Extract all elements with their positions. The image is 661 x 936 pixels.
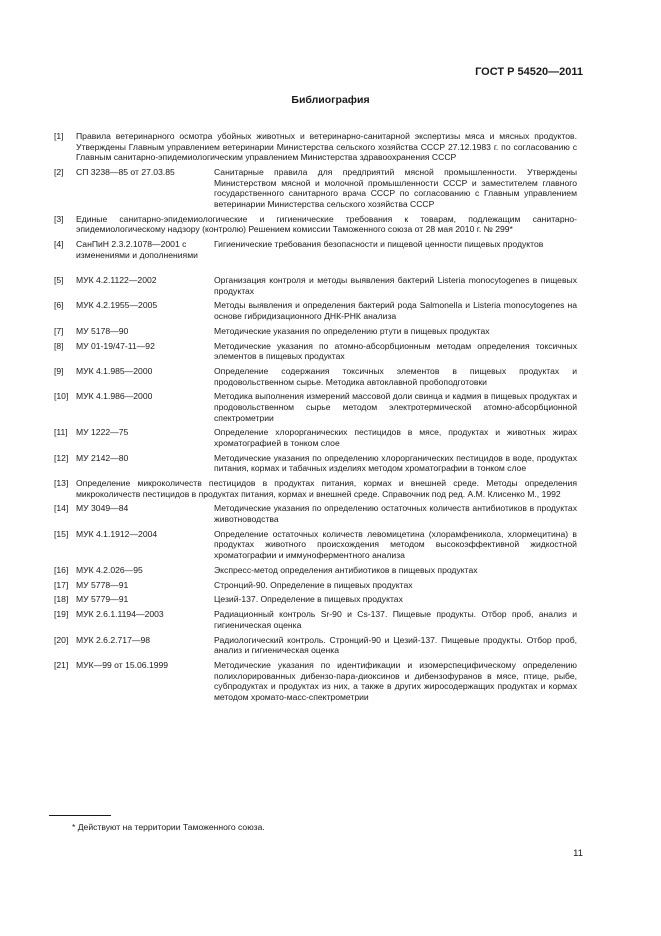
reference-text: Методы выявления и определения бактерий рода Salmonella и Listeria monocytogenes на основе гибридизационного ДНК-РНК анализа xyxy=(214,300,577,322)
reference-code: МУК 4.1.985—2000 xyxy=(76,366,153,376)
reference-code: МУК 4.1.986—2000 xyxy=(76,391,153,402)
page-title: Библиография xyxy=(291,94,370,106)
reference-text: Экспресс-метод определения антибиотиков в пищевых продуктах xyxy=(214,564,478,575)
reference-text: Правила ветеринарного осмотра убойных животных и ветеринарно-санитарной экспертизы мяса и мясных продуктов. Утверждены Главным управлением ветеринарии Министерства сельского хозяйства СССР 27.12.1983 г. по согласованию с Главным санитарно-эпидемиологическим управлением Министерства здравоохранения СССР xyxy=(76,131,577,163)
reference-item xyxy=(54,565,577,576)
reference-number: [16] xyxy=(54,564,69,575)
reference-code: МУ 1222—75 xyxy=(76,427,129,438)
reference-item xyxy=(54,660,577,702)
reference-text: Методические указания по идентификации и изомерспецифическому определению полихлорированных дибензо-пара-диоксинов и дибензофуранов в мясе, птице, рыбе, субпродуктах и продуктах из них, а также в других жиросодержащих продуктах и кормах методом хромато-масс-спектрометрии xyxy=(214,659,577,702)
reference-code: МУК—99 от 15.06.1999 xyxy=(76,659,169,670)
reference-code: МУ 2142—80 xyxy=(76,452,129,463)
reference-code: МУ 5778—91 xyxy=(76,579,129,590)
reference-text: Методика выполнения измерений массовой доли свинца и кадмия в пищевых продуктах и продовольственном сырье методом электротермической атомно-абсорбционной спектрометрии xyxy=(214,391,577,423)
reference-item xyxy=(54,635,577,656)
reference-number: [7] xyxy=(54,325,64,336)
reference-number: [15] xyxy=(54,528,69,539)
footnote-divider xyxy=(49,815,111,816)
reference-code: МУК 2.6.1.1194—2003 xyxy=(76,609,164,620)
reference-number: [4] xyxy=(54,238,64,249)
reference-code: МУ 5779—91 xyxy=(76,594,129,605)
reference-code: МУК 2.6.2.717—98 xyxy=(76,634,151,645)
reference-text: Гигиенические требования безопасности и пищевой ценности пищевых продуктов xyxy=(214,238,544,249)
reference-text: Определение микроколичеств пестицидов в продуктах питания, кормах и внешней среде. Методы определения микроколичеств пестицидов в продуктах питания, кормах и внешней среде. Справочник под ред. А.М. Клисенко М., 1992 xyxy=(76,478,577,499)
reference-item xyxy=(54,594,577,605)
reference-number: [14] xyxy=(54,503,69,514)
reference-number: [1] xyxy=(54,131,64,141)
reference-number: [12] xyxy=(54,452,69,463)
reference-text: Определение хлорорганических пестицидов в мясе, продуктах и животных жирах хроматографией в тонком слое xyxy=(214,427,577,448)
reference-text: Стронций-90. Определение в пищевых продуктах xyxy=(214,579,413,590)
reference-item xyxy=(54,427,577,448)
reference-item xyxy=(54,131,577,163)
reference-code: МУ 01-19/47-11—92 xyxy=(76,340,155,351)
reference-number: [13] xyxy=(54,478,69,489)
reference-item xyxy=(54,167,577,209)
reference-code: МУ 5178—90 xyxy=(76,325,129,336)
reference-item xyxy=(54,341,577,362)
reference-item xyxy=(54,326,577,337)
reference-text: Цезий-137. Определение в пищевых продуктах xyxy=(214,594,403,605)
reference-item xyxy=(54,609,577,630)
reference-number: [6] xyxy=(54,300,64,311)
reference-item xyxy=(54,275,577,296)
reference-number: [10] xyxy=(54,391,69,402)
reference-item xyxy=(54,453,577,474)
reference-item xyxy=(54,503,577,524)
reference-text: Радиологический контроль. Стронций-90 и Цезий-137. Пищевые продукты. Отбор проб, анализ и гигиеническая оценка xyxy=(214,634,577,656)
reference-number: [19] xyxy=(54,609,69,620)
reference-item xyxy=(54,239,577,271)
reference-number: [17] xyxy=(54,579,69,590)
bibliography-list xyxy=(54,131,577,706)
reference-item xyxy=(54,391,577,423)
reference-code: МУК 4.2.1955—2005 xyxy=(76,300,158,311)
reference-text: Единые санитарно-эпидемиологические и гигиенические требования к товарам, подлежащим санитарно-эпидемиологическому надзору (контролю) Решением комиссии Таможенного союза от 28 мая 2010 г. № 299* xyxy=(76,213,577,235)
reference-number: [21] xyxy=(54,659,69,670)
reference-text: Организация контроля и методы выявления бактерий Listeria monocytogenes в пищевых продуктах xyxy=(214,275,577,296)
reference-text: Методические указания по определению хлорорганических пестицидов в воде, продуктах питания, кормах и табачных изделиях методом хроматографии в тонком слое xyxy=(214,452,577,474)
reference-text: Радиационный контроль Sr-90 и Cs-137. Пищевые продукты. Отбор проб, анализ и гигиеническая оценка xyxy=(214,609,577,630)
page-number: 11 xyxy=(573,848,583,859)
reference-code: МУК 4.2.026—95 xyxy=(76,564,143,575)
reference-code: МУК 4.1.1912—2004 xyxy=(76,528,158,539)
reference-item xyxy=(54,300,577,321)
reference-number: [3] xyxy=(54,213,64,224)
reference-number: [9] xyxy=(54,366,64,376)
reference-code: СП 3238—85 от 27.03.85 xyxy=(76,166,175,177)
reference-text: Методические указания по атомно-абсорбционным методам определения токсичных элементов в пищевых продуктах xyxy=(214,340,577,362)
reference-number: [18] xyxy=(54,594,69,605)
reference-number: [5] xyxy=(54,275,64,286)
reference-number: [11] xyxy=(54,427,68,438)
reference-code: МУ 3049—84 xyxy=(76,503,129,514)
reference-text: Санитарные правила для предприятий мясной промышленности. Утверждены Министерством мясной и молочной промышленности СССР и заместителем главного государственного санитарного врача СССР по согласованию с Главным управлением ветеринарии Министерства сельского хозяйства СССР xyxy=(214,166,577,209)
reference-text: Методические указания по определению ртути в пищевых продуктах xyxy=(214,325,490,336)
reference-code: СанПиН 2.3.2.1078—2001 с изменениями и дополнениями xyxy=(76,238,198,260)
reference-item xyxy=(54,529,577,561)
reference-text: Методические указания по определению остаточных количеств антибиотиков в продуктах животноводства xyxy=(214,503,577,525)
reference-text: Определение содержания токсичных элементов в пищевых продуктах и продовольственном сырье. Методика автоклавной пробоподготовки xyxy=(214,366,577,387)
reference-number: [8] xyxy=(54,340,64,351)
reference-item xyxy=(54,580,577,591)
reference-item xyxy=(54,366,577,387)
reference-text: Определение остаточных количеств левомицетина (хлорамфеникола, хлормецитина) в продуктах животного происхождения методом высокоэффективной жидкостной хроматографии и иммуноферментного анализа xyxy=(214,528,577,561)
reference-number: [2] xyxy=(54,166,64,177)
reference-item xyxy=(54,214,577,235)
reference-item xyxy=(54,478,577,499)
reference-number: [20] xyxy=(54,634,69,645)
footnote: * Действуют на территории Таможенного союза. xyxy=(72,822,265,832)
standard-designation: ГОСТ Р 54520—2011 xyxy=(475,66,583,78)
reference-code: МУК 4.2.1122—2002 xyxy=(76,275,157,286)
